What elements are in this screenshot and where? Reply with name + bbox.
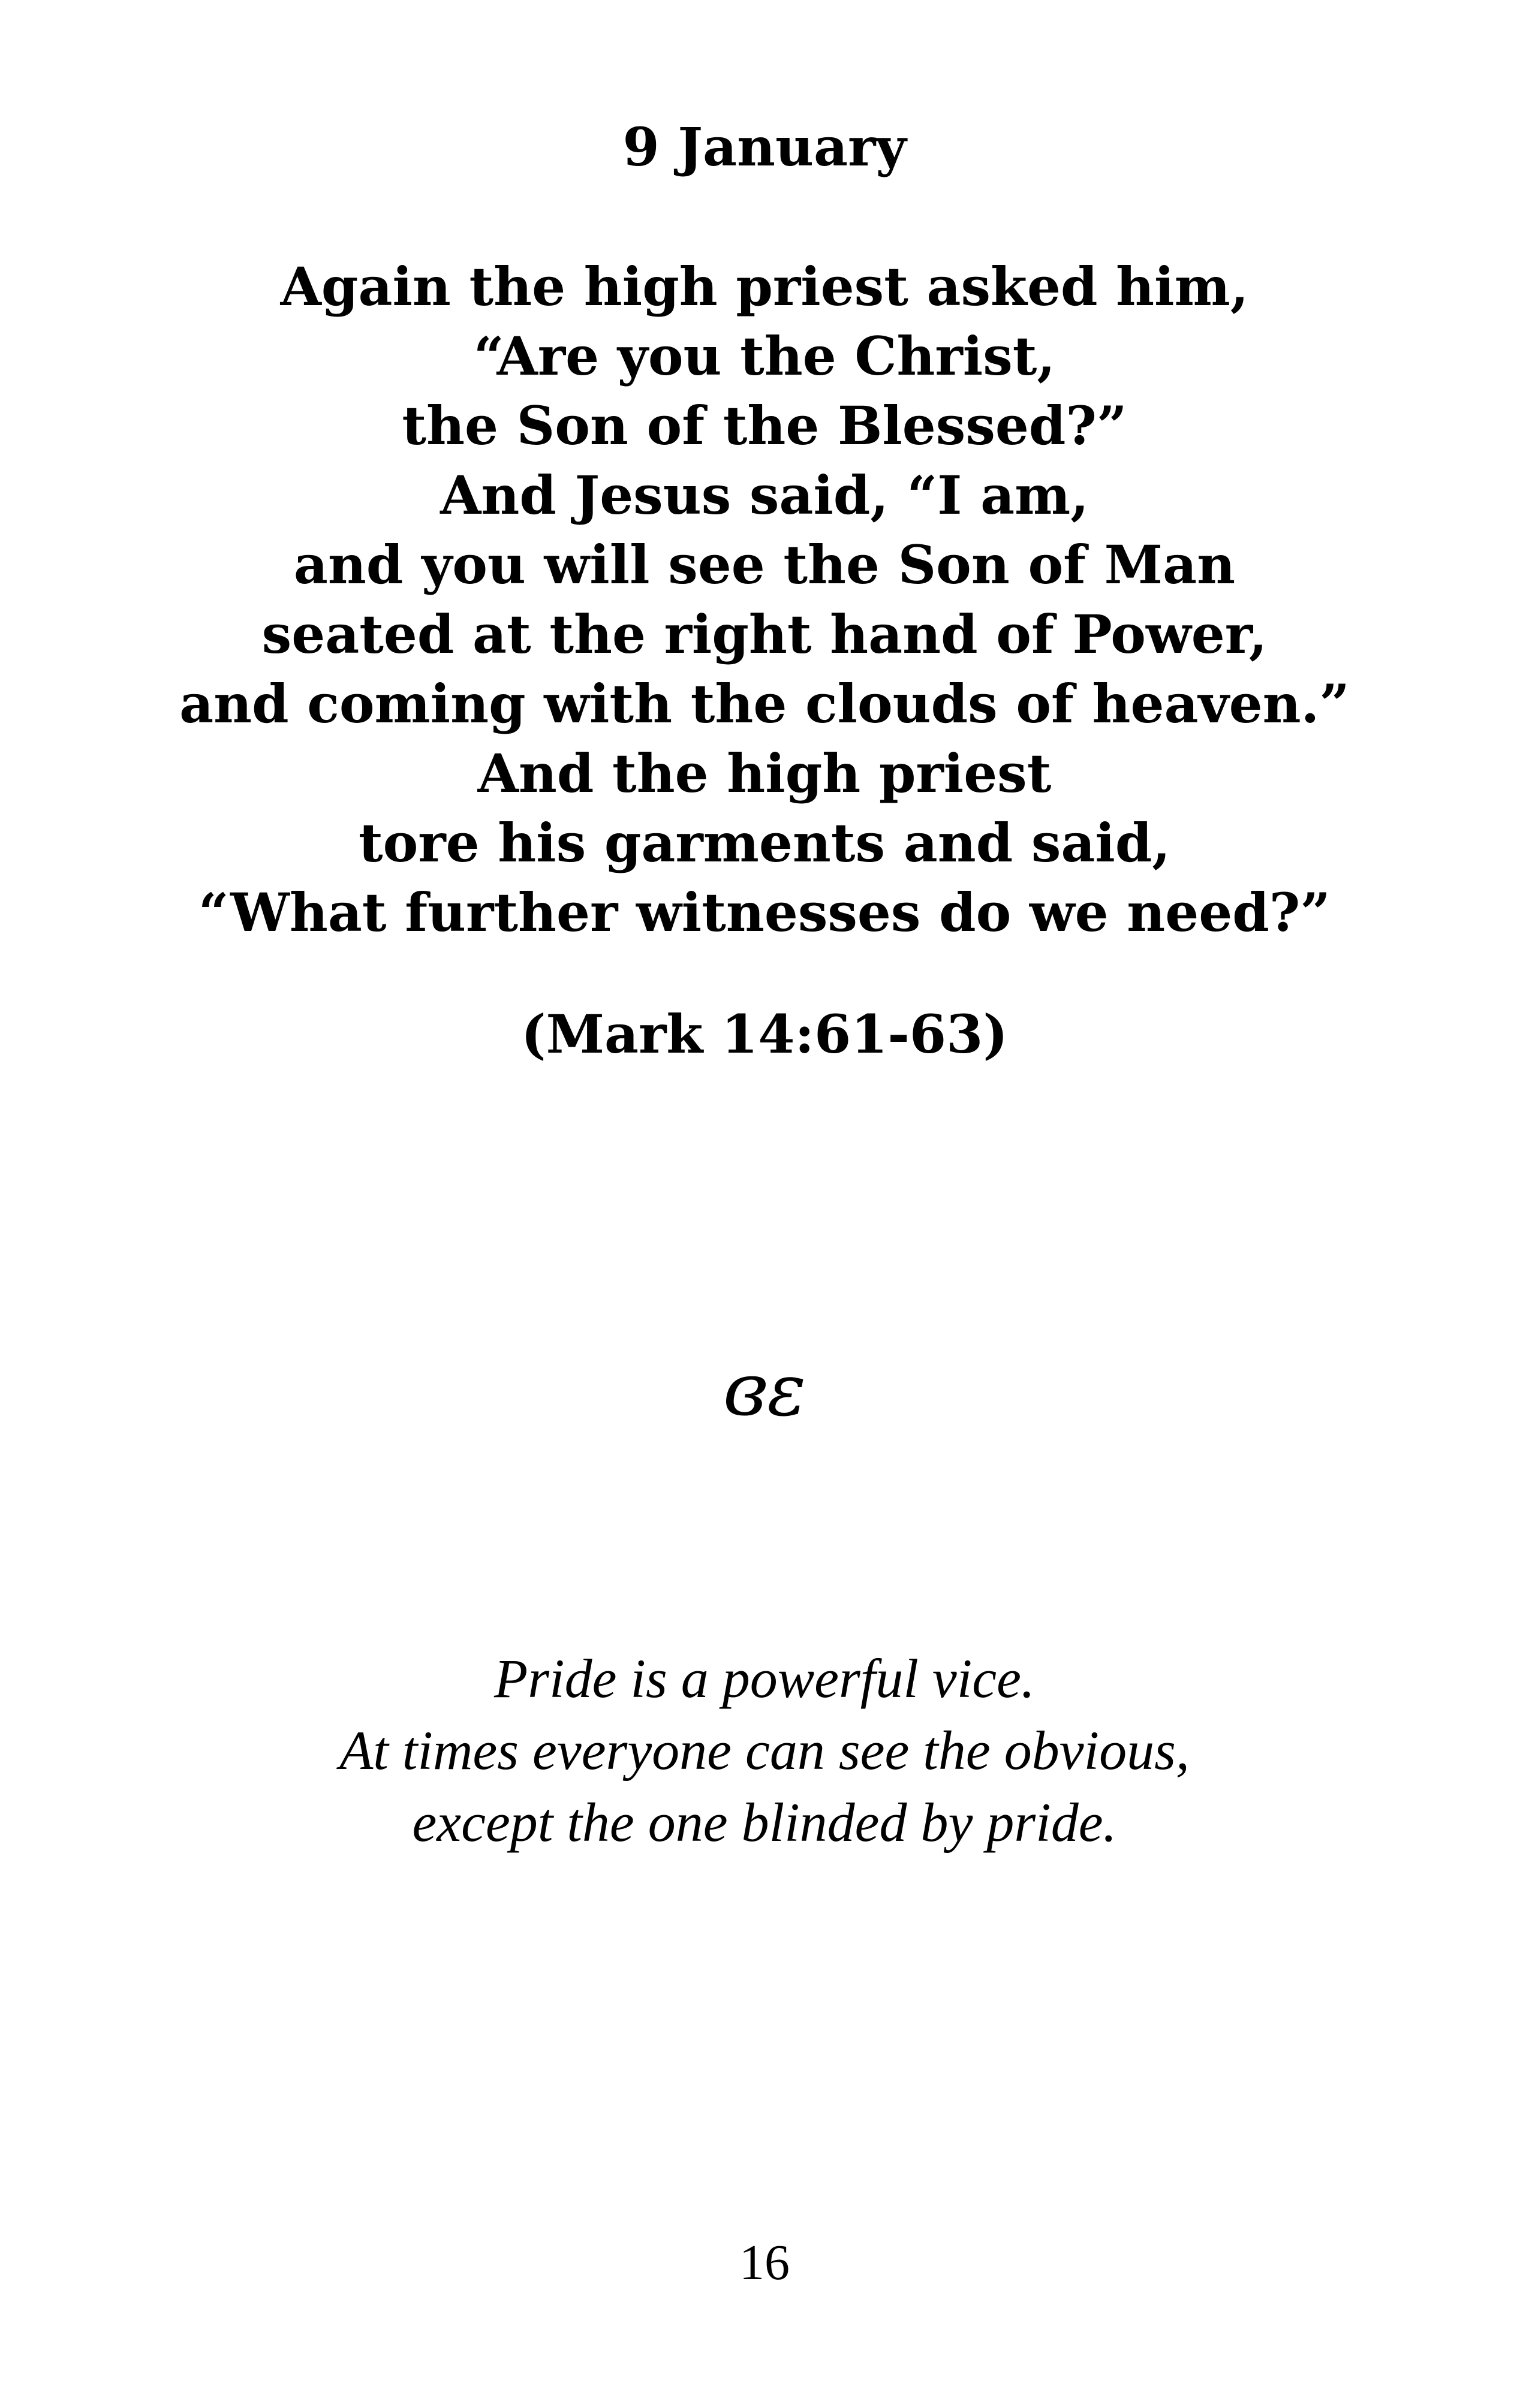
verse-line: And Jesus said, “I am, — [440, 464, 1089, 526]
reflection-line: Pride is a powerful vice. — [494, 1648, 1035, 1709]
date-heading: 9 January — [622, 116, 907, 178]
reflection-line: except the one blinded by pride. — [412, 1792, 1117, 1853]
ornament-divider-icon: ɞɛ — [723, 1349, 806, 1432]
verse-line: seated at the right hand of Power, — [261, 603, 1268, 665]
scripture-verse — [0, 252, 1529, 947]
verse-line: and you will see the Son of Man — [293, 534, 1236, 596]
verse-line: “What further witnesses do we need?” — [198, 881, 1331, 944]
verse-line: and coming with the clouds of heaven.” — [179, 673, 1350, 735]
page-number: 16 — [739, 2235, 790, 2291]
verse-line: “Are you the Christ, — [473, 325, 1056, 387]
reflection-text — [0, 1642, 1529, 1858]
verse-line: the Son of the Blessed?” — [402, 394, 1127, 457]
verse-line: Again the high priest asked him, — [280, 255, 1249, 318]
scripture-reference: (Mark 14:61-63) — [520, 1003, 1009, 1065]
reflection-line: At times everyone can see the obvious, — [339, 1720, 1190, 1781]
verse-line: And the high priest — [477, 742, 1052, 804]
verse-line: tore his garments and said, — [358, 812, 1171, 874]
